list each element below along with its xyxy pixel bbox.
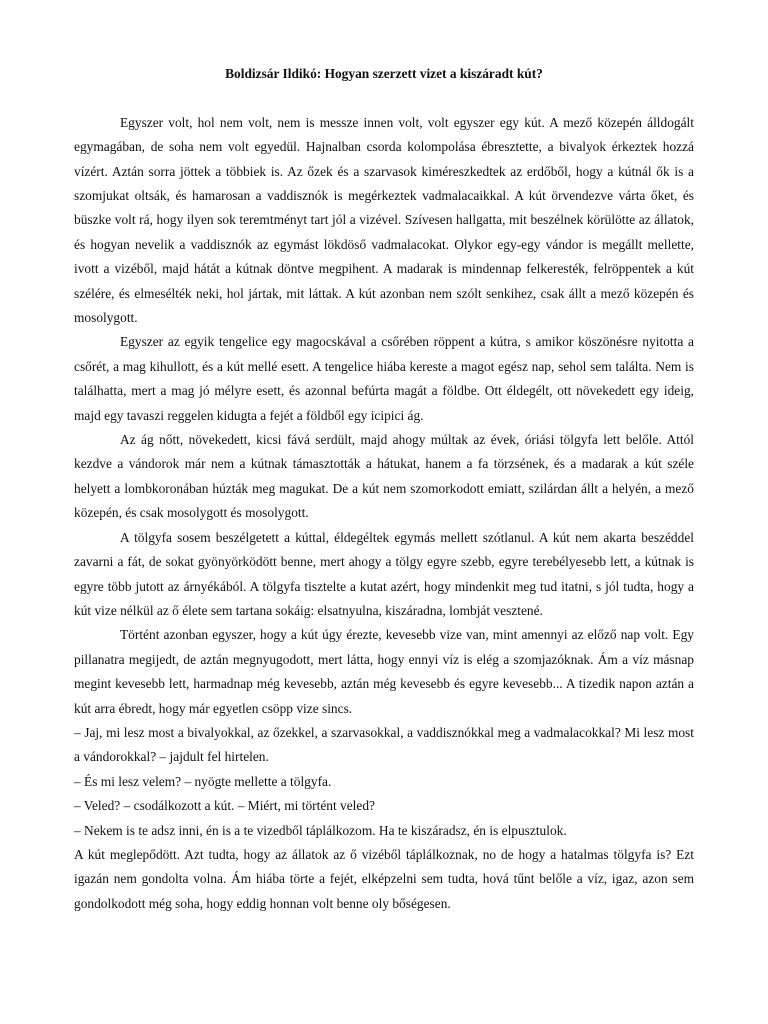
dialogue-line-4: – Nekem is te adsz inni, én is a te vizedből táplálkozom. Ha te kiszáradsz, én is elpusztulok.: [74, 822, 567, 838]
paragraph-2: Egyszer az egyik tengelice egy magocskával a csőrében röppent a kútra, s amikor köszönésre nyitotta a csőrét, a mag kihullott, és a kút mellé esett. A tengelice hiába kereste a magot egész nap, sehol sem találta. Nem is találhatta, mert a mag jó mélyre esett, és azonnal befúrta magát a földbe. Ott éldegélt, ott növekedett egy ideig, majd egy tavaszi reggelen kidugta a fejét a földből egy icipici ág.: [74, 334, 694, 423]
paragraph-4: A tölgyfa sosem beszélgetett a kúttal, éldegéltek egymás mellett szótlanul. A kút nem akarta beszéddel zavarni a fát, de sokat gyönyörködött benne, mert ahogy a tölgy egyre szebb, egyre terebélyesebb lett, a kútnak is egyre több jutott az árnyékából. A tölgyfa tisztelte a kutat azért, hogy mindenkit meg tud itatni, s jól tudta, hogy a kút vize nélkül az ő élete sem tartana sokáig: elsatnyulna, kiszáradna, lombját vesztené.: [74, 529, 694, 618]
paragraph-5: Történt azonban egyszer, hogy a kút úgy érezte, kevesebb vize van, mint amennyi az előző nap volt. Egy pillanatra megijedt, de aztán megnyugodott, mert látta, hogy ennyi víz is elég a szomjazóknak. Ám a víz másnap megint kevesebb lett, harmadnap még kevesebb, aztán még kevesebb és egyre kevesebb... A tizedik napon aztán a kút arra ébredt, hogy már egyetlen csöpp vize sincs.: [74, 627, 694, 716]
closing-paragraph: A kút meglepődött. Azt tudta, hogy az állatok az ő vizéből táplálkoznak, no de hogy a hatalmas tölgyfa is? Ezt igazán nem gondolta volna. Ám hiába törte a fejét, elképzelni sem tudta, hová tűnt belőle a víz, igaz, azon sem gondolkodott még soha, hogy eddig honnan volt benne oly bőségesen.: [74, 846, 694, 911]
document-page: [74, 62, 694, 916]
dialogue-line-1: – Jaj, mi lesz most a bivalyokkal, az őzekkel, a szarvasokkal, a vaddisznókkal meg a vadmalacokkal? Mi lesz most a vándorokkal? – jajdult fel hirtelen.: [74, 724, 694, 765]
paragraph-3: Az ág nőtt, növekedett, kicsi fává serdült, majd ahogy múltak az évek, óriási tölgyfa lett belőle. Attól kezdve a vándorok már nem a kútnak támasztották a hátukat, hanem a fa törzsének, és a madarak a kút széle helyett a lombkoronában húzták meg magukat. De a kút nem szomorkodott emiatt, szilárdan állt a helyén, a mező közepén, és csak mosolygott és mosolygott.: [74, 432, 694, 521]
paragraph-1: Egyszer volt, hol nem volt, nem is messze innen volt, volt egyszer egy kút. A mező közepén álldogált egymagában, de soha nem volt egyedül. Hajnalban csorda kolompolása ébresztette, a bivalyok érkeztek hozzá vízért. Aztán sorra jöttek a többiek is. Az őzek és a szarvasok kiméreszkedtek az erdőből, hogy a kútnál ők is a szomjukat oltsák, és hamarosan a vaddisznók is megérkeztek vadmalacaikkal. A kút örvendezve várta őket, és büszke volt rá, hogy ilyen sok teremtményt tart jól a vizével. Szívesen hallgatta, mit beszélnek körülötte az állatok, és hogyan nevelik a vaddisznók az egymást lökdöső vadmalacokat. Olykor egy-egy vándor is megállt mellette, ivott a vizéből, majd hátát a kútnak döntve megpihent. A madarak is mindennap felkeresték, felröppentek a kút szélére, és elmesélték neki, hol jártak, mit láttak. A kút azonban nem szólt senkihez, csak állt a mező közepén és mosolygott.: [74, 114, 694, 326]
dialogue-line-2: – És mi lesz velem? – nyögte mellette a tölgyfa.: [74, 773, 332, 789]
document-title: Boldizsár Ildikó: Hogyan szerzett vizet a kiszáradt kút?: [225, 66, 543, 81]
dialogue-line-3: – Veled? – csodálkozott a kút. – Miért, mi történt veled?: [74, 798, 375, 814]
